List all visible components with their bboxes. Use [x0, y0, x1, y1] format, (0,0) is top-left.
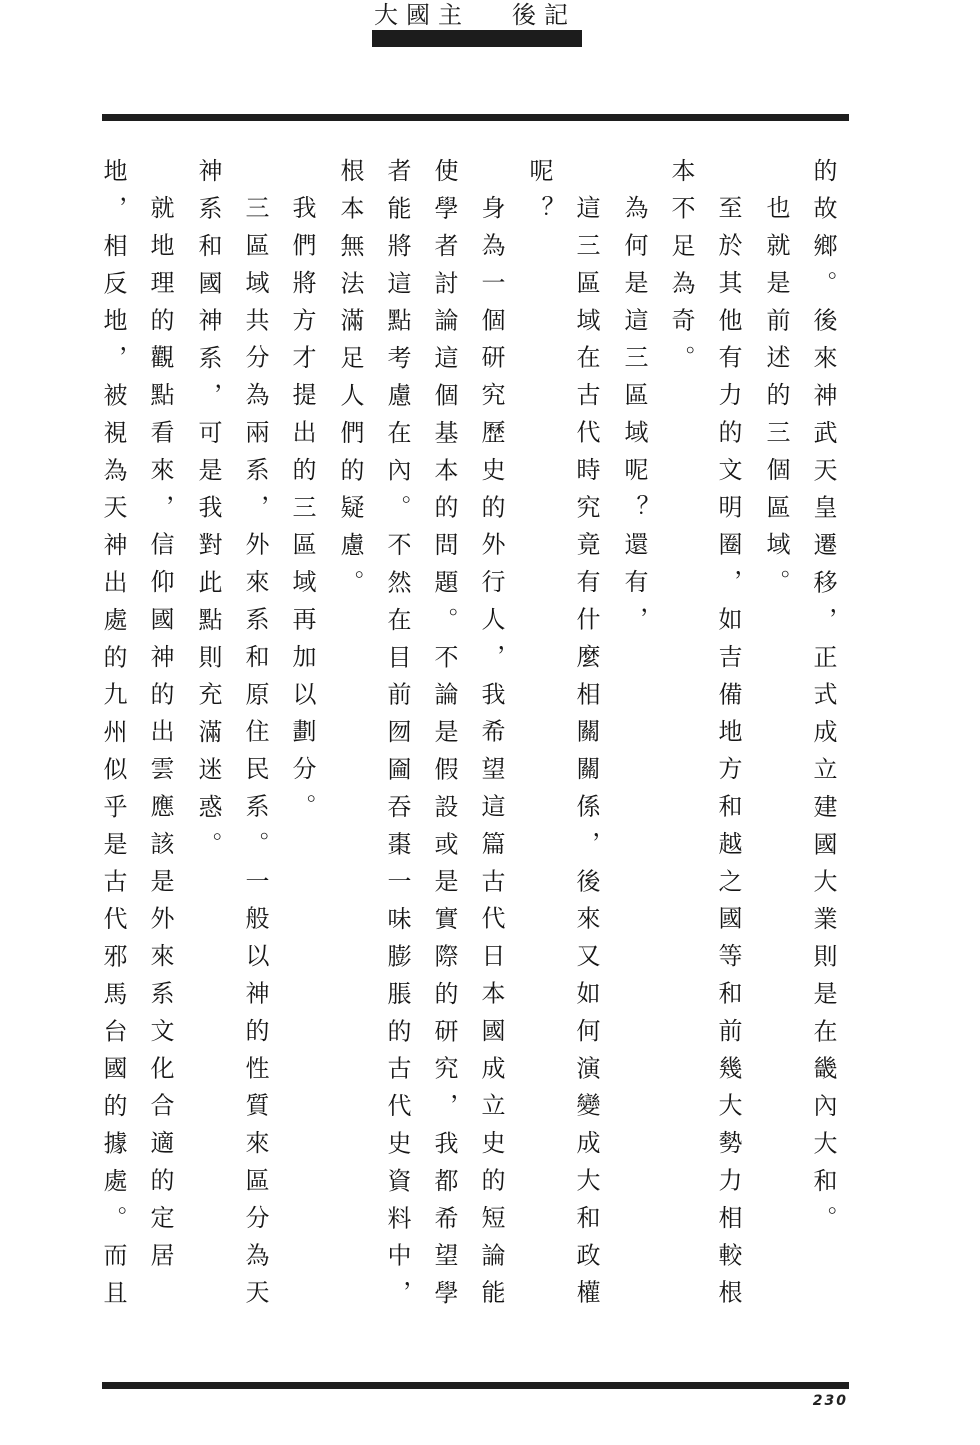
text-column-8: 身為一個研究歷史的外行人，我希望這篇古代日本國成立史的短論能	[477, 195, 505, 1317]
page-number: 230	[812, 1393, 848, 1409]
header-section-title: 後記	[512, 1, 576, 29]
bottom-rule	[102, 1382, 849, 1389]
text-column-6: 這三區域在古代時究竟有什麼相關關係，後來又如何演變成大和政權	[572, 195, 600, 1317]
top-rule	[102, 114, 849, 121]
header-black-bar	[372, 30, 582, 47]
text-column-2: 也就是前述的三個區域。	[762, 195, 790, 607]
header-book-title: 大國主	[374, 1, 470, 29]
text-column-7: 呢？	[525, 158, 553, 233]
text-column-13: 三區域共分為兩系，外來系和原住民系。一般以神的性質來區分為天	[241, 195, 269, 1317]
text-column-5: 為何是這三區域呢？還有，	[620, 195, 648, 644]
text-column-12: 我們將方才提出的三區域再加以劃分。	[288, 195, 316, 831]
text-column-14: 神系和國神系，可是我對此點則充滿迷惑。	[194, 158, 222, 869]
text-column-4: 本不足為奇。	[667, 158, 695, 383]
text-column-9: 使學者討論這個基本的問題。不論是假設或是實際的研究，我都希望學	[430, 158, 458, 1318]
text-column-16: 地，相反地，被視為天神出處的九州似乎是古代邪馬台國的據處。而且	[99, 158, 127, 1318]
text-column-15: 就地理的觀點看來，信仰國神的出雲應該是外來系文化合適的定居	[146, 195, 174, 1280]
text-column-3: 至於其他有力的文明圈，如吉備地方和越之國等和前幾大勢力相較根	[714, 195, 742, 1317]
text-column-1: 的故鄉。後來神武天皇遷移，正式成立建國大業則是在畿內大和。	[809, 158, 837, 1243]
header-title	[372, 1, 584, 29]
text-column-10: 者能將這點考慮在內。不然在目前囫圇吞棗一味膨脹的古代史資料中，	[383, 158, 411, 1318]
text-column-11: 根本無法滿足人們的疑慮。	[336, 158, 364, 607]
